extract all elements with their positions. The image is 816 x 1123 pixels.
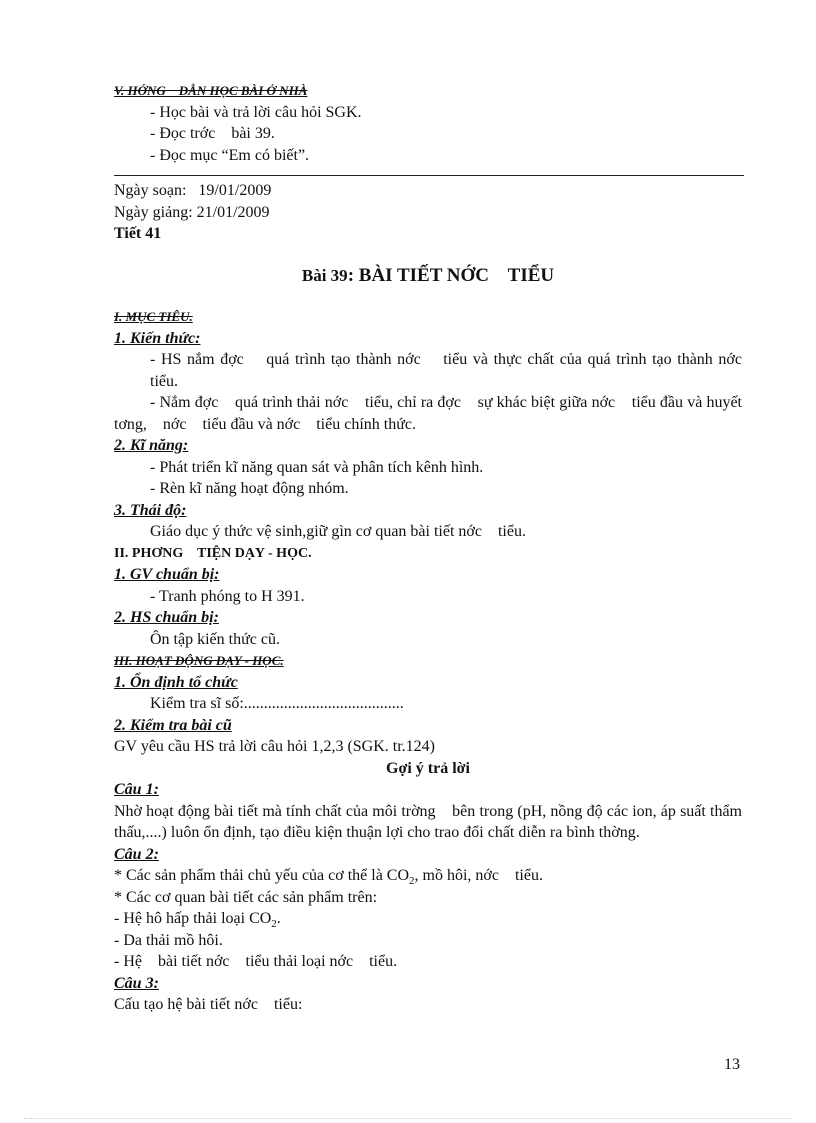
text: . [276, 910, 281, 927]
subscript: 2 [271, 918, 277, 931]
list-item: - Rèn kĩ năng hoạt động nhóm. [150, 480, 349, 497]
section-v-heading: V. HỚNG DẪN HỌC BÀI Ở NHÀ [114, 83, 308, 98]
document-page [114, 80, 758, 1016]
list-item: - Đọc trớc bài 39. [150, 125, 275, 142]
subscript: 2 [409, 875, 415, 888]
kiem-tra-heading: 2. Kiểm tra bài cũ [114, 716, 232, 734]
paragraph: Ôn tập kiến thức cũ. [150, 630, 280, 648]
ki-nang-heading: 2. Kĩ năng: [114, 437, 189, 454]
paragraph: GV yêu cầu HS trả lời câu hỏi 1,2,3 (SGK. tr.124) [114, 738, 436, 755]
paragraph [114, 392, 746, 435]
lesson-title-prefix: Bài 39 [301, 265, 348, 285]
list-item: - Tranh phóng to H 391. [150, 587, 305, 605]
lesson-title [114, 265, 742, 287]
ngay-soan: Ngày soạn: 19/01/2009 [114, 182, 272, 199]
list-item: - Học bài và trả lời câu hỏi SGK. [150, 103, 362, 121]
paragraph: - Da thải mồ hôi. [114, 931, 223, 949]
hs-chuan-bi-heading: 2. HS chuẩn bị: [114, 609, 219, 626]
text: , mồ hôi, nớc tiểu. [414, 867, 543, 884]
paragraph: * Các cơ quan bài tiết các sản phẩm trên: [114, 888, 378, 906]
text: - Hệ hô hấp thải loại CO [114, 910, 272, 927]
paragraph: Giáo dục ý thức vệ sinh,giữ gìn cơ quan bài tiết nớc tiểu. [150, 523, 526, 540]
list-item: - Đọc mục “Em có biết”. [150, 146, 310, 164]
gv-chuan-bi-heading: 1. GV chuẩn bị: [114, 566, 220, 583]
page-number: 13 [724, 1056, 740, 1073]
section-i-heading: I. MỤC TIÊU. [114, 309, 193, 324]
paragraph [114, 908, 742, 930]
paragraph-text: - Nắm đợc quá trình thải nớc tiểu, chỉ ra đợc sự khác biệt giữa nớc tiểu đầu và huyết tơng, nớc tiểu đầu và nớc tiểu chính thức. [114, 394, 746, 433]
page-bottom-border [24, 1118, 792, 1119]
section-ii-heading: II. PHƠNG TIỆN DẠY - HỌC. [114, 545, 312, 561]
tiet-number: Tiết 41 [114, 225, 162, 242]
on-dinh-heading: 1. Ổn định tổ chức [114, 673, 238, 691]
thai-do-heading: 3. Thái độ: [114, 501, 187, 519]
paragraph: - Hệ bài tiết nớc tiểu thải loại nớc tiểu. [114, 953, 398, 970]
paragraph: Kiểm tra sĩ số:........................................ [150, 695, 404, 712]
section-iii-heading: III. HOẠT ĐỘNG DẠY - HỌC. [114, 653, 284, 668]
divider [114, 175, 744, 176]
list-item: - Phát triển kĩ năng quan sát và phân tích kênh hình. [150, 458, 484, 476]
cau-2-heading: Câu 2: [114, 845, 159, 863]
text: * Các sản phẩm thải chủ yếu của cơ thể là CO [114, 867, 410, 884]
paragraph: Nhờ hoạt động bài tiết mà tính chất của môi trờng bên trong (pH, nồng độ các ion, áp suất thẩm thấu,....) luôn ổn định, tạo điều kiện thuận lợi cho trao đổi chất diễn ra bình thờng. [114, 802, 746, 841]
paragraph: - HS nắm đợc quá trình tạo thành nớc tiểu và thực chất của quá trình tạo thành nớc tiểu. [150, 351, 758, 390]
paragraph [114, 865, 742, 887]
cau-1-heading: Câu 1: [114, 781, 159, 798]
lesson-title-text: : BÀI TIẾT NỚC TIỂU [347, 264, 555, 286]
paragraph: Cấu tạo hệ bài tiết nớc tiểu: [114, 996, 303, 1013]
cau-3-heading: Câu 3: [114, 974, 159, 992]
ngay-giang: Ngày giảng: 21/01/2009 [114, 203, 270, 221]
goi-y-heading: Gợi ý trả lời [386, 759, 470, 777]
kien-thuc-heading: 1. Kiến thức: [114, 329, 201, 347]
